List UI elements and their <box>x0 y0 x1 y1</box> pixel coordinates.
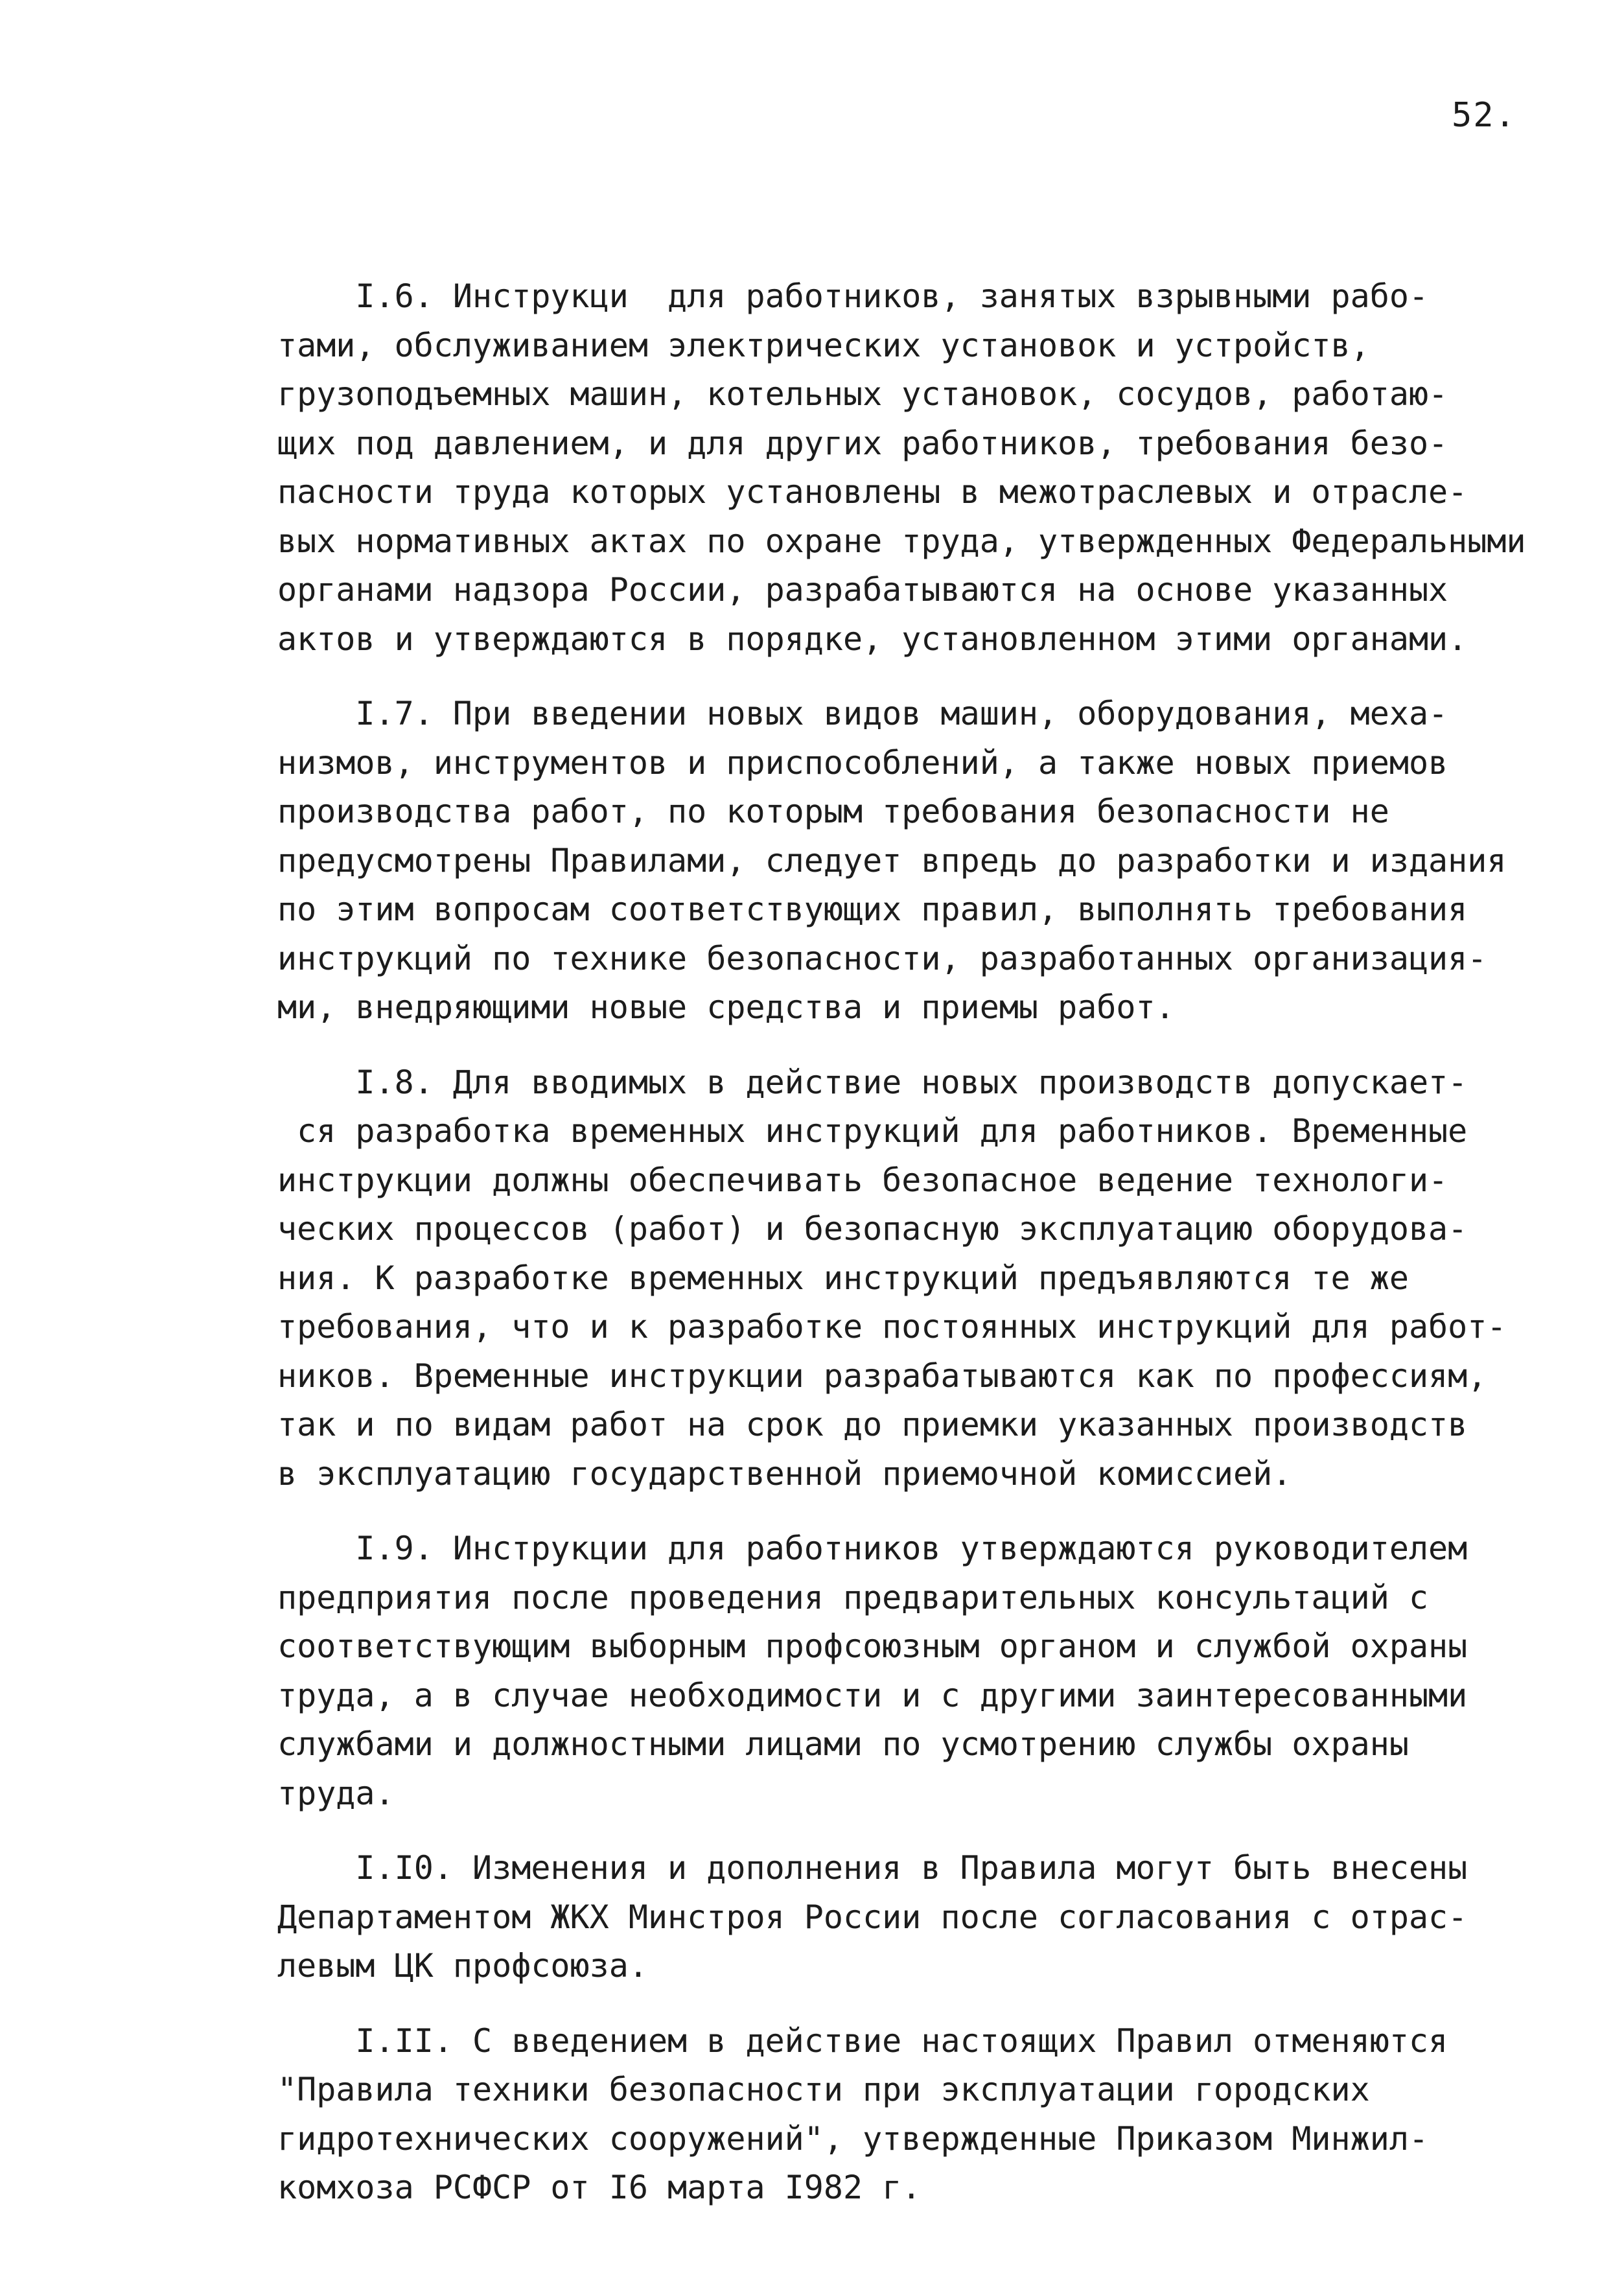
text-line: I.6. Инструкци для работников, занятых взрывными рабо- <box>277 277 1429 315</box>
text-line: ся разработка временных инструкций для работников. Временные <box>277 1112 1468 1150</box>
text-line: пасности труда которых установлены в межотраслевых и отрасле- <box>277 473 1468 511</box>
text-line: в эксплуатацию государственной приемочной комиссией. <box>277 1454 1292 1493</box>
text-line: щих под давлением, и для других работников, требования безо- <box>277 424 1448 462</box>
text-line: производства работ, по которым требования безопасности не <box>277 793 1389 830</box>
text-line: службами и должностными лицами по усмотрению службы охраны <box>277 1725 1409 1763</box>
text-line: I.8. Для вводимых в действие новых производств допускает- <box>277 1063 1468 1101</box>
text-line: предусмотрены Правилами, следует впредь до разработки и издания <box>277 841 1507 880</box>
text-line: ния. К разработке временных инструкций предъявляются те же <box>277 1259 1409 1297</box>
text-line: комхоза РСФСР от I6 марта I982 г. <box>277 2169 922 2206</box>
text-line: инструкции должны обеспечивать безопасное ведение технологи- <box>277 1161 1448 1199</box>
text-line: ми, внедряющими новые средства и приемы работ. <box>277 988 1175 1026</box>
text-line: труда, а в случае необходимости и с другими заинтересованными <box>277 1676 1468 1714</box>
text-line: инструкций по технике безопасности, разработанных организация- <box>277 939 1487 977</box>
text-line: соответствующим выборным профсоюзным органом и службой охраны <box>277 1627 1468 1665</box>
text-line: тами, обслуживанием электрических установок и устройств, <box>277 326 1370 364</box>
text-line: левым ЦК профсоюза. <box>277 1947 648 1985</box>
text-line: I.I0. Изменения и дополнения в Правила могут быть внесены <box>277 1849 1468 1887</box>
text-line: I.9. Инструкции для работников утверждаются руководителем <box>277 1530 1468 1567</box>
text-line: труда. <box>277 1774 395 1812</box>
text-line: органами надзора России, разрабатываются на основе указанных <box>277 571 1448 609</box>
text-line: грузоподъемных машин, котельных установок, сосудов, работаю- <box>277 375 1448 413</box>
text-line: "Правила техники безопасности при эксплуатации городских <box>277 2071 1370 2108</box>
text-line: Департаментом ЖКХ Минстроя России после согласования с отрас- <box>277 1898 1468 1936</box>
text-line: требования, что и к разработке постоянных инструкций для работ- <box>277 1308 1507 1346</box>
text-line: низмов, инструментов и приспособлений, а также новых приемов <box>277 743 1448 782</box>
text-line: предприятия после проведения предварительных консультаций с <box>277 1578 1429 1616</box>
text-line: гидротехнических сооружений", утвержденные Приказом Минжил- <box>277 2119 1429 2158</box>
paragraph-1-11 <box>277 2017 1567 2213</box>
paragraph-1-6 <box>277 272 1567 664</box>
paragraph-1-7 <box>277 690 1567 1032</box>
paragraph-1-8 <box>277 1058 1567 1499</box>
text-line: так и по видам работ на срок до приемки указанных производств <box>277 1406 1468 1443</box>
text-line: по этим вопросам соответствующих правил, выполнять требования <box>277 891 1468 928</box>
page-number: 52. <box>1452 96 1516 135</box>
paragraph-1-10 <box>277 1844 1567 1991</box>
text-line: I.7. При введении новых видов машин, оборудования, меха- <box>277 695 1448 732</box>
paragraph-1-9 <box>277 1524 1567 1818</box>
text-line: I.II. С введением в действие настоящих Правил отменяются <box>277 2022 1448 2060</box>
text-line: актов и утверждаются в порядке, установленном этими органами. <box>277 620 1468 658</box>
text-line: ческих процессов (работ) и безопасную эксплуатацию оборудова- <box>277 1210 1468 1248</box>
text-line: ников. Временные инструкции разрабатываются как по профессиям, <box>277 1357 1487 1395</box>
text-line: вых нормативных актах по охране труда, утвержденных Федеральными <box>277 522 1526 560</box>
document-body <box>277 272 1567 2239</box>
